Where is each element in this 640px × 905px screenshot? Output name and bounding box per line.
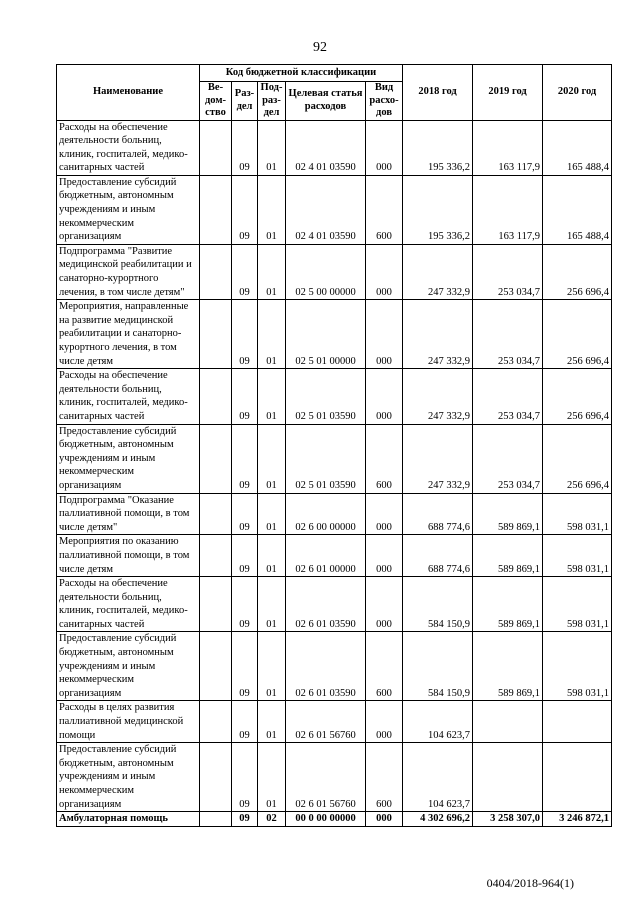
row-razdel: 09 bbox=[232, 300, 258, 369]
row-vedomstvo bbox=[200, 812, 232, 827]
row-2018: 247 332,9 bbox=[403, 424, 473, 493]
header-name: Наименование bbox=[57, 65, 200, 121]
header-vedomstvo: Ве-дом-ство bbox=[200, 82, 232, 121]
row-name: Подпрограмма "Развитие медицинской реабилитации и санаторно-курортного лечения, в том числе детям" bbox=[57, 244, 200, 299]
row-2019: 253 034,7 bbox=[473, 244, 543, 299]
row-vedomstvo bbox=[200, 120, 232, 175]
row-2019: 253 034,7 bbox=[473, 424, 543, 493]
table-row bbox=[57, 701, 612, 743]
row-2019: 589 869,1 bbox=[473, 632, 543, 701]
row-2018: 247 332,9 bbox=[403, 369, 473, 424]
row-tselevaya: 02 6 01 00000 bbox=[286, 535, 366, 577]
row-2020: 256 696,4 bbox=[543, 300, 612, 369]
table-row bbox=[57, 577, 612, 632]
document-code: 0404/2018-964(1) bbox=[486, 876, 574, 890]
row-tselevaya: 02 5 01 03590 bbox=[286, 424, 366, 493]
row-podrazdel: 01 bbox=[258, 120, 286, 175]
row-name: Подпрограмма "Оказание паллиативной помощи, в том числе детям" bbox=[57, 493, 200, 535]
table-row bbox=[57, 244, 612, 299]
row-podrazdel: 01 bbox=[258, 535, 286, 577]
row-name: Амбулаторная помощь bbox=[57, 812, 200, 827]
row-razdel: 09 bbox=[232, 424, 258, 493]
row-vid: 000 bbox=[366, 120, 403, 175]
row-razdel: 09 bbox=[232, 743, 258, 812]
row-vedomstvo bbox=[200, 369, 232, 424]
row-name: Предоставление субсидий бюджетным, автономным учреждениям и иным некоммерческим организациям bbox=[57, 632, 200, 701]
row-vedomstvo bbox=[200, 535, 232, 577]
table-row bbox=[57, 535, 612, 577]
row-vedomstvo bbox=[200, 743, 232, 812]
row-vedomstvo bbox=[200, 493, 232, 535]
header-2020: 2020 год bbox=[543, 65, 612, 121]
row-name: Расходы на обеспечение деятельности больниц, клиник, госпиталей, медико-санитарных частей bbox=[57, 120, 200, 175]
table-row bbox=[57, 369, 612, 424]
row-2018: 195 336,2 bbox=[403, 120, 473, 175]
row-name: Мероприятия по оказанию паллиативной помощи, в том числе детям bbox=[57, 535, 200, 577]
header-vid: Вид расхо-дов bbox=[366, 82, 403, 121]
row-vid: 000 bbox=[366, 369, 403, 424]
row-podrazdel: 01 bbox=[258, 244, 286, 299]
row-2020: 256 696,4 bbox=[543, 424, 612, 493]
table-row bbox=[57, 743, 612, 812]
row-tselevaya: 02 5 00 00000 bbox=[286, 244, 366, 299]
row-tselevaya: 02 4 01 03590 bbox=[286, 120, 366, 175]
row-vid: 000 bbox=[366, 577, 403, 632]
row-razdel: 09 bbox=[232, 577, 258, 632]
table-row bbox=[57, 424, 612, 493]
header-podrazdel: Под-раз-дел bbox=[258, 82, 286, 121]
row-2020: 165 488,4 bbox=[543, 175, 612, 244]
row-vedomstvo bbox=[200, 424, 232, 493]
row-2020 bbox=[543, 701, 612, 743]
row-vid: 600 bbox=[366, 424, 403, 493]
row-2018: 688 774,6 bbox=[403, 535, 473, 577]
row-2019: 589 869,1 bbox=[473, 535, 543, 577]
row-tselevaya: 02 6 01 56760 bbox=[286, 743, 366, 812]
row-name: Предоставление субсидий бюджетным, автономным учреждениям и иным некоммерческим организациям bbox=[57, 743, 200, 812]
row-2020: 598 031,1 bbox=[543, 535, 612, 577]
row-vedomstvo bbox=[200, 175, 232, 244]
table-body bbox=[57, 120, 612, 826]
row-2018: 195 336,2 bbox=[403, 175, 473, 244]
row-vid: 000 bbox=[366, 244, 403, 299]
row-2020: 256 696,4 bbox=[543, 244, 612, 299]
row-vedomstvo bbox=[200, 577, 232, 632]
row-tselevaya: 02 6 00 00000 bbox=[286, 493, 366, 535]
row-2019 bbox=[473, 701, 543, 743]
page-number: 92 bbox=[313, 40, 327, 55]
row-podrazdel: 02 bbox=[258, 812, 286, 827]
table-row bbox=[57, 632, 612, 701]
row-name: Расходы на обеспечение деятельности больниц, клиник, госпиталей, медико-санитарных частей bbox=[57, 577, 200, 632]
row-2019: 163 117,9 bbox=[473, 120, 543, 175]
row-2018: 584 150,9 bbox=[403, 577, 473, 632]
row-podrazdel: 01 bbox=[258, 424, 286, 493]
header-razdel: Раз-дел bbox=[232, 82, 258, 121]
row-razdel: 09 bbox=[232, 120, 258, 175]
header-2019: 2019 год bbox=[473, 65, 543, 121]
row-2019: 589 869,1 bbox=[473, 493, 543, 535]
row-razdel: 09 bbox=[232, 369, 258, 424]
header-2018: 2018 год bbox=[403, 65, 473, 121]
row-tselevaya: 02 6 01 03590 bbox=[286, 577, 366, 632]
row-name: Расходы на обеспечение деятельности больниц, клиник, госпиталей, медико-санитарных частей bbox=[57, 369, 200, 424]
row-2020: 598 031,1 bbox=[543, 493, 612, 535]
row-2019: 3 258 307,0 bbox=[473, 812, 543, 827]
row-2019: 253 034,7 bbox=[473, 300, 543, 369]
row-name: Мероприятия, направленные на развитие медицинской реабилитации и санаторно-курортного лечения, в том числе детям bbox=[57, 300, 200, 369]
row-vid: 600 bbox=[366, 743, 403, 812]
row-podrazdel: 01 bbox=[258, 369, 286, 424]
row-2020: 256 696,4 bbox=[543, 369, 612, 424]
row-vedomstvo bbox=[200, 300, 232, 369]
row-razdel: 09 bbox=[232, 812, 258, 827]
table-header bbox=[57, 65, 612, 121]
row-2018: 247 332,9 bbox=[403, 300, 473, 369]
row-2019: 253 034,7 bbox=[473, 369, 543, 424]
row-vid: 000 bbox=[366, 535, 403, 577]
row-vedomstvo bbox=[200, 632, 232, 701]
row-razdel: 09 bbox=[232, 244, 258, 299]
row-2018: 247 332,9 bbox=[403, 244, 473, 299]
table-row bbox=[57, 175, 612, 244]
row-2018: 104 623,7 bbox=[403, 701, 473, 743]
row-2019: 163 117,9 bbox=[473, 175, 543, 244]
row-podrazdel: 01 bbox=[258, 300, 286, 369]
row-2020: 598 031,1 bbox=[543, 632, 612, 701]
header-tselevaya: Целевая статья расходов bbox=[286, 82, 366, 121]
row-vedomstvo bbox=[200, 244, 232, 299]
row-tselevaya: 02 6 01 56760 bbox=[286, 701, 366, 743]
row-podrazdel: 01 bbox=[258, 701, 286, 743]
row-tselevaya: 02 6 01 03590 bbox=[286, 632, 366, 701]
row-tselevaya: 02 5 01 03590 bbox=[286, 369, 366, 424]
total-row bbox=[57, 812, 612, 827]
table-row bbox=[57, 120, 612, 175]
row-razdel: 09 bbox=[232, 632, 258, 701]
row-razdel: 09 bbox=[232, 493, 258, 535]
row-2020: 598 031,1 bbox=[543, 577, 612, 632]
table-row bbox=[57, 493, 612, 535]
row-2020: 165 488,4 bbox=[543, 120, 612, 175]
row-podrazdel: 01 bbox=[258, 632, 286, 701]
row-2020: 3 246 872,1 bbox=[543, 812, 612, 827]
row-2018: 584 150,9 bbox=[403, 632, 473, 701]
row-2018: 4 302 696,2 bbox=[403, 812, 473, 827]
header-code-group: Код бюджетной классификации bbox=[200, 65, 403, 82]
row-vid: 000 bbox=[366, 493, 403, 535]
row-vedomstvo bbox=[200, 701, 232, 743]
row-tselevaya: 02 4 01 03590 bbox=[286, 175, 366, 244]
row-podrazdel: 01 bbox=[258, 175, 286, 244]
row-razdel: 09 bbox=[232, 535, 258, 577]
row-2018: 104 623,7 bbox=[403, 743, 473, 812]
row-2019: 589 869,1 bbox=[473, 577, 543, 632]
row-vid: 000 bbox=[366, 812, 403, 827]
table-row bbox=[57, 300, 612, 369]
row-tselevaya: 02 5 01 00000 bbox=[286, 300, 366, 369]
row-razdel: 09 bbox=[232, 701, 258, 743]
row-name: Предоставление субсидий бюджетным, автономным учреждениям и иным некоммерческим организациям bbox=[57, 175, 200, 244]
row-name: Предоставление субсидий бюджетным, автономным учреждениям и иным некоммерческим организациям bbox=[57, 424, 200, 493]
row-vid: 000 bbox=[366, 300, 403, 369]
row-vid: 000 bbox=[366, 701, 403, 743]
row-name: Расходы в целях развития паллиативной медицинской помощи bbox=[57, 701, 200, 743]
row-podrazdel: 01 bbox=[258, 743, 286, 812]
row-2018: 688 774,6 bbox=[403, 493, 473, 535]
row-razdel: 09 bbox=[232, 175, 258, 244]
row-podrazdel: 01 bbox=[258, 493, 286, 535]
row-vid: 600 bbox=[366, 175, 403, 244]
row-2019 bbox=[473, 743, 543, 812]
row-tselevaya: 00 0 00 00000 bbox=[286, 812, 366, 827]
row-podrazdel: 01 bbox=[258, 577, 286, 632]
row-2020 bbox=[543, 743, 612, 812]
row-vid: 600 bbox=[366, 632, 403, 701]
budget-table bbox=[56, 64, 612, 827]
